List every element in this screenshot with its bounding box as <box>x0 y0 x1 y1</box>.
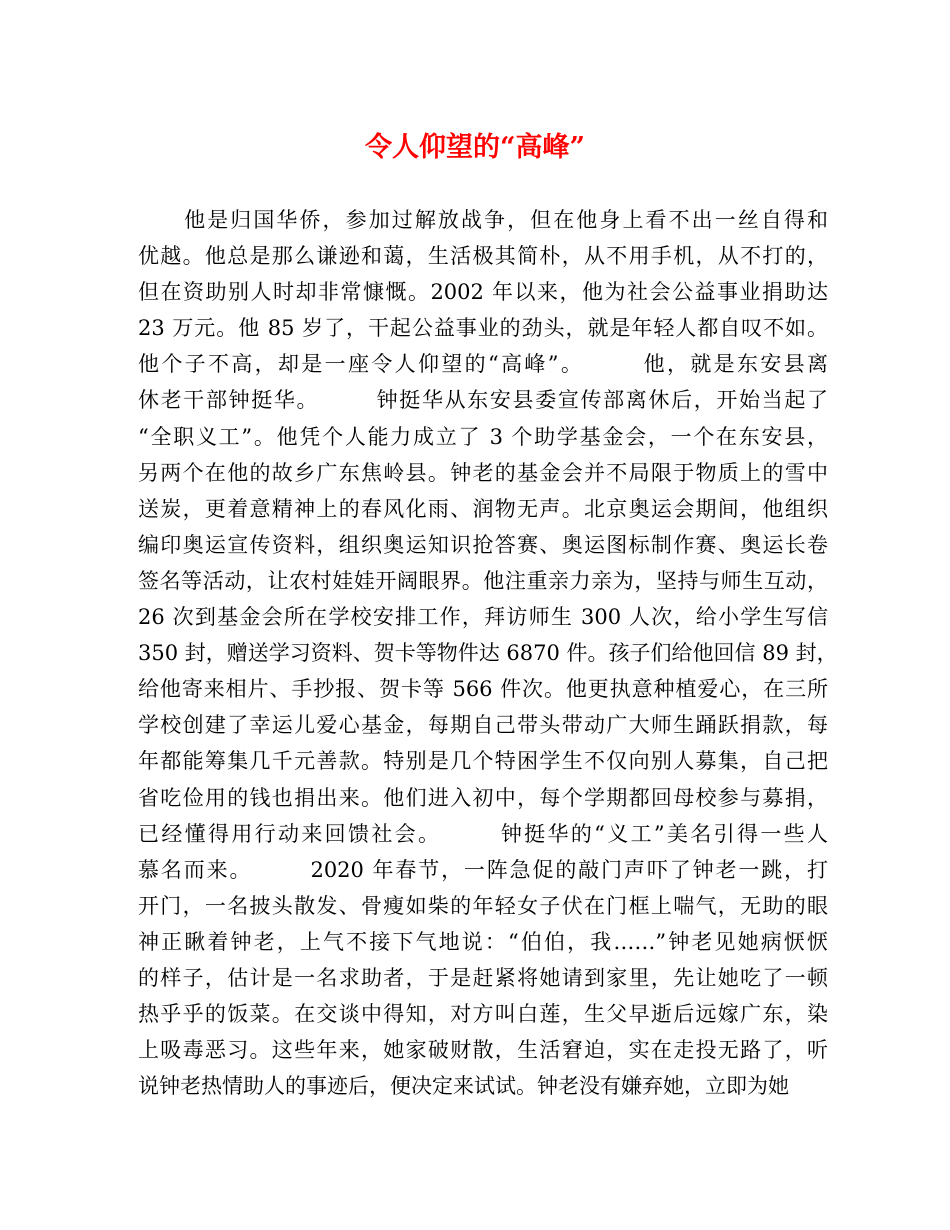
body-line: 23 万元。他 85 岁了，干起公益事业的劲头，就是年轻人都自叹不如。 <box>138 316 828 341</box>
body-line: 说钟老热情助人的事迹后，便决定来试试。钟老没有嫌弃她，立即为她 <box>138 1074 789 1099</box>
body-line: 给他寄来相片、手抄报、贺卡等 566 件次。他更执意种植爱心，在三所 <box>138 677 828 702</box>
body-line: 签名等活动，让农村娃娃开阔眼界。他注重亲力亲为，坚持与师生互动， <box>138 568 828 593</box>
body-line: 开门，一名披头散发、骨瘦如柴的年轻女子伏在门框上喘气，无助的眼 <box>138 893 828 918</box>
body-line: 送炭，更着意精神上的春风化雨、润物无声。北京奥运会期间，他组织 <box>138 496 828 521</box>
body-line: 学校创建了幸运儿爱心基金，每期自己带头带动广大师生踊跃捐款，每 <box>138 713 828 738</box>
body-line: 但在资助别人时却非常慷慨。2002 年以来，他为社会公益事业捐助达 <box>138 280 828 305</box>
body-line: “全职义工”。他凭个人能力成立了 3 个助学基金会，一个在东安县， <box>138 424 828 449</box>
body-line: 的样子，估计是一名求助者，于是赶紧将她请到家里，先让她吃了一顿 <box>138 965 828 990</box>
body-line: 优越。他总是那么谦逊和蔼，生活极其简朴，从不用手机，从不打的， <box>138 244 828 269</box>
body-line: 年都能筹集几千元善款。特别是几个特困学生不仅向别人募集，自己把 <box>138 749 828 774</box>
document-body <box>138 202 838 1104</box>
body-line: 他是归国华侨，参加过解放战争，但在他身上看不出一丝自得和 <box>138 208 828 232</box>
body-line: 350 封，赠送学习资料、贺卡等物件达 6870 件。孩子们给他回信 89 封， <box>138 641 838 666</box>
body-line: 另两个在他的故乡广东焦岭县。钟老的基金会并不局限于物质上的雪中 <box>138 460 828 485</box>
body-line: 编印奥运宣传资料，组织奥运知识抢答赛、奥运图标制作赛、奥运长卷 <box>138 532 828 557</box>
body-line: 休老干部钟挺华。 钟挺华从东安县委宣传部离休后，开始当起了 <box>138 388 828 413</box>
body-line: 慕名而来。 2020 年春节，一阵急促的敲门声吓了钟老一跳，打 <box>138 857 828 882</box>
body-line: 他个子不高，却是一座令人仰望的“高峰”。 他，就是东安县离 <box>138 352 828 377</box>
body-line: 上吸毒恶习。这些年来，她家破财散，生活窘迫，实在走投无路了，听 <box>138 1038 828 1063</box>
body-line: 省吃俭用的钱也捐出来。他们进入初中，每个学期都回母校参与募捐， <box>138 785 828 810</box>
body-line: 26 次到基金会所在学校安排工作，拜访师生 300 人次，给小学生写信 <box>138 605 828 630</box>
body-line: 已经懂得用行动来回馈社会。 钟挺华的“义工”美名引得一些人 <box>138 821 828 846</box>
body-line: 热乎乎的饭菜。在交谈中得知，对方叫白莲，生父早逝后远嫁广东，染 <box>138 1002 828 1027</box>
document-title: 令人仰望的“高峰” <box>364 132 586 163</box>
body-line: 神正瞅着钟老，上气不接下气地说：“伯伯，我……”钟老见她病恹恹 <box>138 929 828 954</box>
